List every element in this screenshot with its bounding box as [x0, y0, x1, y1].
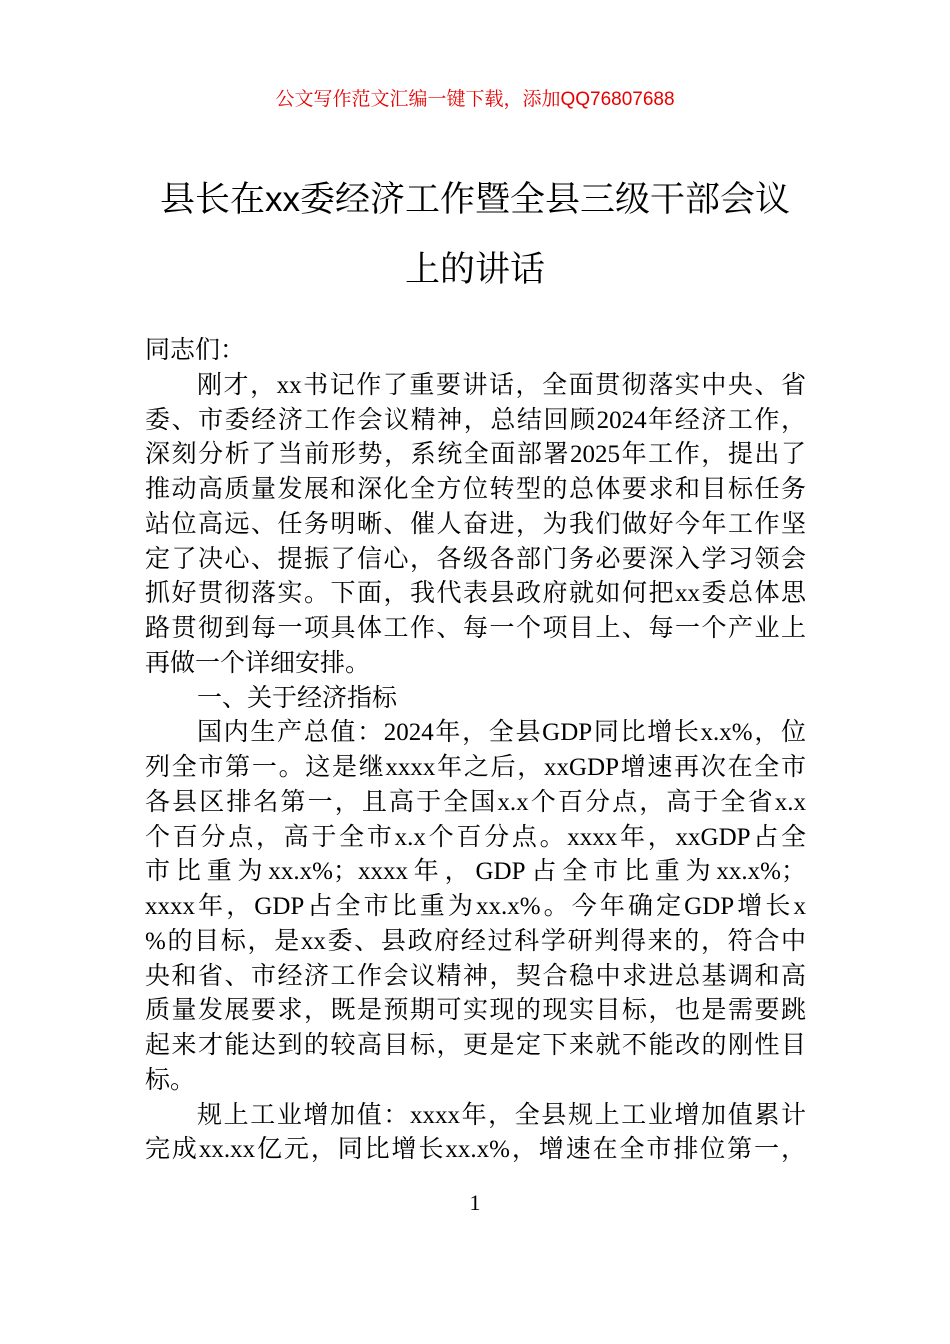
document-title-line-2: 上的讲话: [404, 250, 545, 289]
body-text-line: 各县区排名第一，且高于全国x.x个百分点，高于全省x.x: [145, 788, 806, 816]
body-text-line: 刚才，xx书记作了重要讲话，全面贯彻落实中央、省: [197, 371, 806, 399]
body-text-line: 一、关于经济指标: [197, 684, 398, 712]
body-text-line: 路贯彻到每一项具体工作、每一个项目上、每一个产业上: [145, 615, 806, 642]
body-text-line: 站位高远、任务明晰、催人奋进，为我们做好今年工作坚: [145, 510, 806, 538]
body-text-line: 央和省、市经济工作会议精神，契合稳中求进总基调和高: [145, 962, 806, 990]
body-text-line: 标。: [145, 1066, 196, 1094]
page-number: 1: [469, 1190, 481, 1215]
promo-header: 公文写作范文汇编一键下载，添加QQ76807688: [275, 89, 675, 110]
body-text-line: 定了决心、提振了信心，各级各部门务必要深入学习领会: [145, 545, 806, 573]
body-text-line: xxxx年，GDP占全市比重为xx.x%。今年确定GDP增长x: [145, 893, 806, 920]
body-text-line: 国内生产总值：2024年，全县GDP同比增长x.x%，位: [197, 719, 806, 747]
body-text-line: 质量发展要求，既是预期可实现的现实目标，也是需要跳: [145, 997, 806, 1025]
body-text-line: 同志们：: [145, 337, 246, 364]
body-text-line: 个百分点，高于全市x.x个百分点。xxxx年，xxGDP占全: [145, 823, 806, 851]
body-text-line: 深刻分析了当前形势，系统全面部署2025年工作，提出了: [145, 441, 806, 469]
body-text-line: 列全市第一。这是继xxxx年之后，xxGDP增速再次在全市: [145, 754, 806, 781]
body-text-line: 抓好贯彻落实。下面，我代表县政府就如何把xx委总体思: [145, 580, 806, 608]
body-text-line: 再做一个详细安排。: [145, 649, 371, 677]
body-text-line: %的目标，是xx委、县政府经过科学研判得来的，符合中: [145, 927, 806, 955]
document-title-line-1: 县长在xx委经济工作暨全县三级干部会议: [159, 180, 790, 219]
document-body: [145, 334, 806, 1168]
body-text-line: 完成xx.xx亿元，同比增长xx.x%，增速在全市排位第一，: [145, 1136, 806, 1164]
body-text-line: 规上工业增加值：xxxx年，全县规上工业增加值累计: [197, 1101, 806, 1129]
body-text-line: 推动高质量发展和深化全方位转型的总体要求和目标任务: [145, 476, 806, 503]
body-text-line: 起来才能达到的较高目标，更是定下来就不能改的刚性目: [145, 1032, 806, 1059]
body-text-line: 市比重为xx.x%；xxxx年，GDP占全市比重为xx.x%；: [145, 858, 806, 886]
body-text-line: 委、市委经济工作会议精神，总结回顾2024年经济工作，: [145, 406, 806, 434]
